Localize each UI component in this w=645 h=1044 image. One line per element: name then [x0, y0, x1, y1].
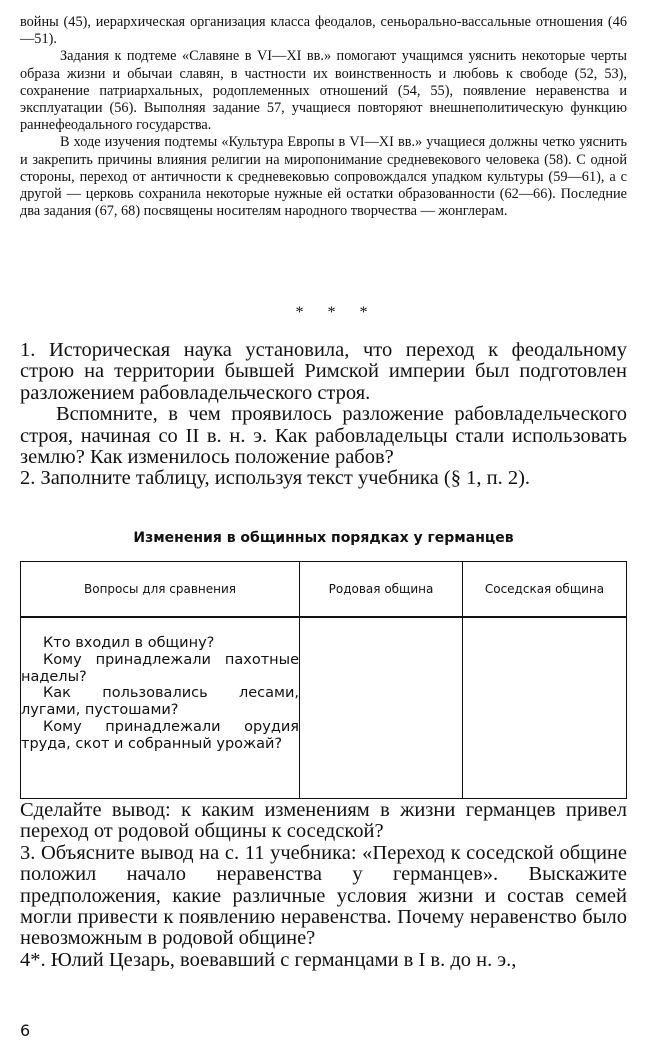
- header-questions: Вопросы для сравнения: [21, 562, 300, 618]
- intro-paragraph-2: Задания к подтеме «Славяне в VI—XI вв.» помогают учащимся уяснить некоторые черты образа жизни и обычаи славян, в частности их воинственность и любовь к свободе (52, 53), сохранение патриархальных, родоплеменных отношений (54, 55), появление неравенства и эксплуатации (56). Выполняя задание 57, учащиеся повторяют внешнеполитическую функцию раннефеодального государства.: [20, 48, 627, 134]
- header-clan-community: Родовая община: [300, 562, 463, 618]
- question-item: Кому принадлежали пахотные наделы?: [21, 651, 299, 685]
- intro-text: [20, 14, 627, 220]
- table-caption: Изменения в общинных порядках у германцев: [133, 530, 514, 546]
- comparison-table: [20, 561, 627, 799]
- page-number: 6: [20, 1021, 31, 1040]
- question-item: Как пользовались лесами, лугами, пустошами?: [21, 685, 299, 719]
- task-4: 4*. Юлий Цезарь, воевавший с германцами в I в. до н. э.,: [20, 948, 517, 971]
- task-1-questions: Вспомните, в чем проявилось разложение рабовладельческого строя, начиная со II в. н. э. Как рабовладельцы стали использовать землю? Как изменилось положение рабов?: [20, 403, 627, 469]
- section-divider: * * *: [295, 304, 378, 321]
- header-neighbor-community: Соседская община: [463, 562, 627, 618]
- intro-paragraph-3: В ходе изучения подтемы «Культура Европы в VI—XI вв.» учащиеся должны четко уяснить и закрепить причины влияния религии на миропонимание средневекового человека (58). С одной стороны, переход от античности к средневековью сопровождался упадком культуры (59—61), а с другой — церковь сохранила некоторые нужные ей остатки образованности (62—66). Последние два задания (67, 68) посвящены носителям народного творчества — жонглерам.: [20, 134, 627, 220]
- task-3: 3. Объясните вывод на с. 11 учебника: «Переход к соседской общине положил начало неравенства у германцев». Выскажите предположения, какие различные условия жизни и состав семей могли привести к появлению неравенства. Почему неравенство было невозможным в родовой общине?: [20, 841, 627, 950]
- question-item: Кто входил в общину?: [43, 635, 215, 651]
- task-2: 2. Заполните таблицу, используя текст учебника (§ 1, п. 2).: [20, 467, 531, 490]
- table-row: [21, 617, 627, 799]
- conclusion-task: Сделайте вывод: к каким изменениям в жизни германцев привел переход от родовой общины к соседской?: [20, 799, 627, 843]
- task-1: 1. Историческая наука установила, что переход к феодальному строю на территории бывшей Римской империи был подготовлен разложением рабовладельческого строя.: [20, 339, 627, 404]
- tasks-block: [20, 340, 627, 490]
- neighbor-community-answer-cell[interactable]: [463, 617, 627, 799]
- table-header-row: [21, 562, 627, 618]
- after-table-block: [20, 800, 627, 971]
- intro-paragraph-1: войны (45), иерархическая организация класса феодалов, сеньорально-вассальные отношения (46—51).: [20, 14, 627, 48]
- clan-community-answer-cell[interactable]: [300, 617, 463, 799]
- questions-cell: [21, 617, 300, 799]
- question-item: Кому принадлежали орудия труда, скот и собранный урожай?: [21, 718, 299, 752]
